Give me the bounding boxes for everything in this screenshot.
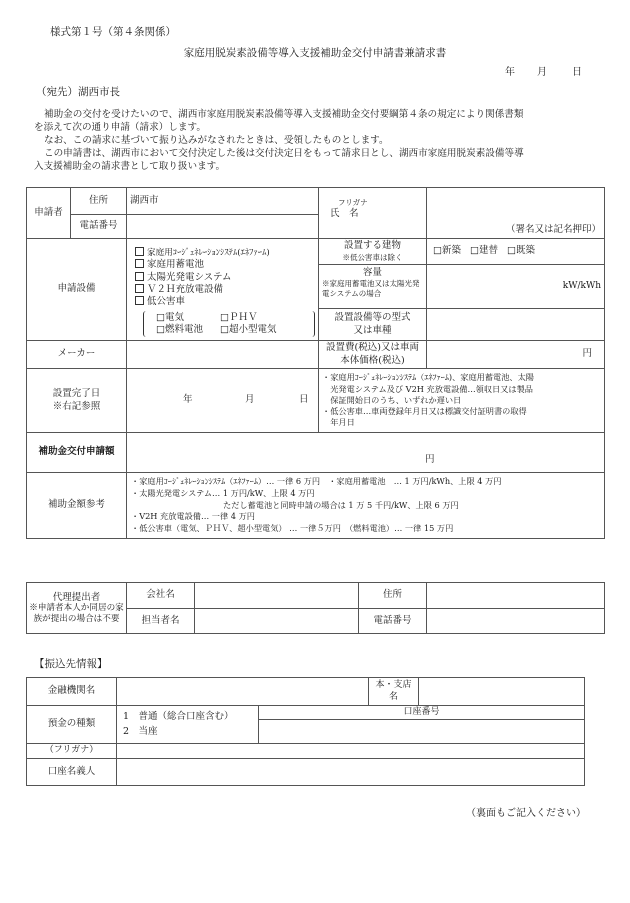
agent-address-field[interactable] — [427, 583, 605, 609]
maker-label: メーカー — [27, 341, 127, 369]
suboption-electric[interactable]: □電気 — [156, 311, 184, 323]
company-label: 会社名 — [127, 583, 195, 609]
holder-furigana-label: （フリガナ） — [27, 744, 117, 759]
capacity-note: ※家庭用蓄電池又は太陽光発電システムの場合 — [322, 279, 420, 299]
name-label: 氏 名 — [330, 207, 359, 219]
agent-phone-label: 電話番号 — [359, 609, 427, 634]
model-label: 設置設備等の型式又は車種 — [319, 309, 427, 341]
intro-line-2: を添えて次の通り申請（請求）します。 — [34, 122, 206, 133]
completion-date-field[interactable] — [127, 369, 319, 433]
person-field[interactable] — [195, 609, 359, 634]
footer-note: （裏面もご記入ください） — [466, 808, 586, 819]
address-field[interactable]: 湖西市 — [127, 188, 319, 215]
intro-line-4: この申請書は、湖西市において交付決定した後は交付決定日をもって請求日とし、湖西市家庭用脱炭素設備等導 — [44, 148, 524, 159]
grant-field[interactable] — [127, 433, 605, 473]
company-field[interactable] — [195, 583, 359, 609]
suboption-fuel-cell[interactable]: □燃料電池 — [156, 324, 203, 336]
intro-line-1: 補助金の交付を受けたいので、湖西市家庭用脱炭素設備等導入支援補助金交付要綱第４条の規定により関係書類 — [44, 109, 524, 120]
name-field[interactable] — [427, 188, 605, 239]
date-day-label: 日 — [572, 67, 582, 78]
building-new[interactable]: □新築 — [433, 245, 461, 257]
equipment-option[interactable]: 太陽光発電システム — [135, 272, 315, 284]
phone-field[interactable] — [127, 215, 319, 239]
phone-label: 電話番号 — [71, 215, 127, 239]
addressee: （宛先）湖西市長 — [36, 86, 120, 98]
applicant-label: 申請者 — [27, 188, 71, 239]
checkbox-icon — [135, 259, 144, 268]
grant-label: 補助金交付申請額 — [27, 433, 127, 473]
agent-note: ※申請者本人か同居の家族が提出の場合は不要 — [29, 603, 124, 624]
checkbox-icon — [135, 272, 144, 281]
capacity-label: 容量 — [362, 267, 382, 278]
checkbox-icon — [135, 284, 144, 293]
reference-lines: ・家庭用ｺｰｼﾞｪﾈﾚｰｼｮﾝｼｽﾃﾑ（ｴﾈﾌｧｰﾑ）… 一律 6 万円 ・家庭用蓄電池 … 1 万円/kWh、上限 4 万円 ・太陽光発電システム… 1 万円/kW、上限 4 万円 ただし蓄電池と同時申請の場合は 1 万 5 千円/kW、上限 6 万円 ・V2H 充放電設備… 一律 4 万円 ・低公害車（電気、ＰＨＶ、超小型電気） … 一律５万円 （燃料電池）… 一律 15 万円 — [127, 473, 605, 539]
branch-field[interactable] — [419, 678, 585, 706]
bank-name-field[interactable] — [117, 678, 369, 706]
building-existing[interactable]: □既築 — [507, 245, 536, 257]
date-month-label: 月 — [537, 67, 547, 78]
intro-line-5: 入支援補助金の請求書として取り扱います。 — [34, 161, 226, 172]
suboption-micro-ev[interactable]: □超小型電気 — [220, 324, 277, 336]
completion-month-label: 月 — [245, 393, 255, 405]
equipment-label: 申請設備 — [27, 239, 127, 341]
account-type-ordinary[interactable]: 1 普通（総合口座含む） — [123, 711, 234, 723]
account-number-field[interactable] — [259, 720, 585, 744]
page-title: 家庭用脱炭素設備等導入支援補助金交付申請書兼請求書 — [183, 47, 447, 59]
date-year-label: 年 — [505, 67, 515, 78]
building-label: 設置する建物 — [343, 240, 401, 252]
reference-label: 補助金額参考 — [27, 473, 127, 539]
building-rebuild[interactable]: □建替 — [470, 245, 498, 257]
building-note: ※低公害車は除く — [342, 252, 403, 262]
account-type-label: 預金の種類 — [27, 706, 117, 744]
agent-phone-field[interactable] — [427, 609, 605, 634]
person-label: 担当者名 — [127, 609, 195, 634]
equipment-option[interactable]: 家庭用ｺｰｼﾞｪﾈﾚｰｼｮﾝｼｽﾃﾑ(ｴﾈﾌｧｰﾑ) — [135, 247, 315, 259]
bank-table — [26, 677, 585, 786]
cost-field[interactable] — [427, 341, 605, 369]
holder-field[interactable] — [117, 759, 585, 786]
agent-address-label: 住所 — [359, 583, 427, 609]
equipment-option[interactable]: 家庭用蓄電池 — [135, 259, 315, 271]
cost-unit: 円 — [582, 348, 592, 360]
account-number-label: 口座番号 — [259, 706, 585, 720]
building-options — [427, 239, 605, 265]
maker-field[interactable] — [127, 341, 319, 369]
bank-section-title: 【振込先情報】 — [34, 658, 108, 670]
holder-furigana-field[interactable] — [117, 744, 585, 759]
suboption-phv[interactable]: □ＰＨＶ — [220, 311, 258, 323]
cost-label: 設置費(税込)又は車両本体価格(税込) — [319, 341, 427, 369]
branch-label: 本・支店名 — [369, 678, 419, 706]
checkbox-icon — [135, 296, 144, 305]
equipment-options — [127, 239, 319, 341]
capacity-field[interactable] — [427, 265, 605, 309]
grant-unit: 円 — [425, 453, 435, 465]
completion-notes: ・家庭用ｺｰｼﾞｪﾈﾚｰｼｮﾝｼｽﾃﾑ（ｴﾈﾌｧｰﾑ)、家庭用蓄電池、太陽 光発電システム及び V2H 充放電設備…領収日又は製品 保証開始日のうち、いずれか遅い日 ・低公害車…車両登録年月日又は標識交付証明書の取得 年月日 — [319, 369, 605, 433]
agent-table — [26, 582, 605, 634]
bank-name-label: 金融機関名 — [27, 678, 117, 706]
completion-label: 設置完了日 — [52, 388, 101, 400]
completion-year-label: 年 — [183, 393, 193, 405]
model-field[interactable] — [427, 309, 605, 341]
equipment-option[interactable]: 低公害車 — [135, 296, 315, 308]
capacity-unit: kW/kWh — [562, 280, 601, 291]
furigana-label: フリガナ — [338, 198, 368, 207]
checkbox-icon — [135, 247, 144, 256]
low-emission-suboptions — [143, 311, 315, 338]
application-table — [26, 187, 605, 539]
holder-label: 口座名義人 — [27, 759, 117, 786]
signature-note: （署名又は記名押印） — [505, 223, 601, 235]
agent-label: 代理提出者 — [52, 591, 101, 603]
completion-day-label: 日 — [299, 393, 309, 405]
account-type-options — [117, 706, 259, 744]
account-type-checking[interactable]: 2 当座 — [123, 725, 158, 737]
intro-line-3: なお、この請求に基づいて振り込みがなされたときは、受領したものとします。 — [44, 135, 389, 146]
equipment-option[interactable]: Ｖ２Ｈ充放電設備 — [135, 284, 315, 296]
address-label: 住所 — [71, 188, 127, 215]
completion-note: ※右記参照 — [52, 400, 101, 412]
form-number: 様式第１号（第４条関係） — [50, 26, 176, 38]
